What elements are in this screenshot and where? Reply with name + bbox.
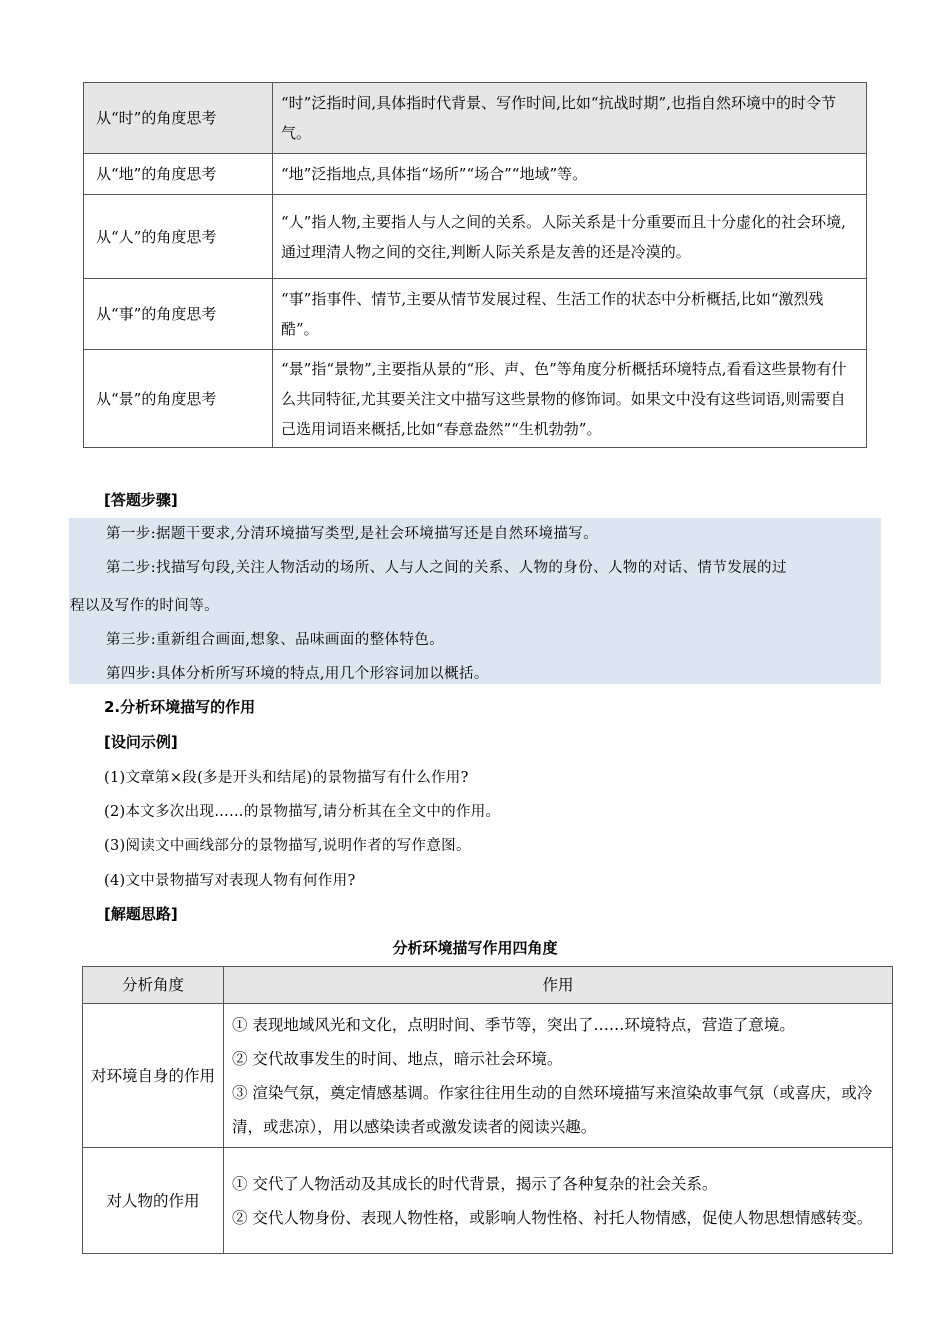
angle-cell: 从“时”的角度思考: [84, 83, 273, 154]
question: (2)本文多次出现……的景物描写,请分析其在全文中的作用。: [104, 804, 501, 820]
angle-cell: 对环境自身的作用: [83, 1004, 224, 1148]
function-item: ① 交代了人物活动及其成长的时代背景，揭示了各种复杂的社会关系。: [232, 1174, 718, 1193]
table-caption: 分析环境描写作用四角度: [392, 939, 558, 957]
function-item: ② 交代人物身份、表现人物性格，或影响人物性格、衬托人物情感，促使人物思想情感转变。: [232, 1208, 873, 1227]
angle-cell: 从“地”的角度思考: [84, 154, 273, 195]
table-row: [83, 1148, 893, 1254]
function-item: ③ 渲染气氛，奠定情感基调。作家往往用生动的自然环境描写来渲染故事气氛（或喜庆，或冷清，或悲凉），用以感染读者或激发读者的阅读兴趣。: [232, 1083, 873, 1136]
function-cell: [224, 1148, 893, 1254]
table-row: [83, 1004, 893, 1148]
angle-table: [83, 82, 867, 448]
desc-cell: “景”指“景物”,主要指从景的“形、声、色”等角度分析概括环境特点,看看这些景物有什么共同特征,尤其要关注文中描写这些景物的修饰词。如果文中没有这些词语,则需要自己选用词语来概括,比如“春意盎然”“生机勃勃”。: [273, 350, 867, 448]
table-row: [84, 279, 867, 350]
table-row: [84, 350, 867, 448]
angle-cell: 从“景”的角度思考: [84, 350, 273, 448]
step-3: 第三步:重新组合画面,想象、品味画面的整体特色。: [106, 632, 445, 648]
section-title: 2.分析环境描写的作用: [104, 698, 256, 716]
column-header: 分析角度: [83, 967, 224, 1004]
step-2-cont: 程以及写作的时间等。: [70, 598, 219, 614]
function-item: ② 交代故事发生的时间、地点，暗示社会环境。: [232, 1049, 563, 1068]
angle-cell: 对人物的作用: [83, 1148, 224, 1254]
angle-cell: 从“人”的角度思考: [84, 195, 273, 279]
question: (1)文章第×段(多是开头和结尾)的景物描写有什么作用?: [104, 770, 469, 786]
table-row: [84, 154, 867, 195]
desc-cell: “地”泛指地点,具体指“场所”“场合”“地域”等。: [273, 154, 867, 195]
question: (3)阅读文中画线部分的景物描写,说明作者的写作意图。: [104, 838, 471, 854]
table-row: [84, 83, 867, 154]
table-row: [84, 195, 867, 279]
question: (4)文中景物描写对表现人物有何作用?: [104, 873, 356, 889]
examples-heading: [设问示例]: [104, 733, 178, 751]
function-item: ① 表现地域风光和文化，点明时间、季节等，突出了……环境特点，营造了意境。: [232, 1015, 795, 1034]
table-header-row: [83, 967, 893, 1004]
function-table: [82, 966, 893, 1254]
step-4: 第四步:具体分析所写环境的特点,用几个形容词加以概括。: [106, 666, 489, 682]
steps-box: [69, 518, 881, 684]
desc-cell: “时”泛指时间,具体指时代背景、写作时间,比如“抗战时期”,也指自然环境中的时令节气。: [273, 83, 867, 154]
step-1: 第一步:据题干要求,分清环境描写类型,是社会环境描写还是自然环境描写。: [106, 526, 599, 542]
desc-cell: “人”指人物,主要指人与人之间的关系。人际关系是十分重要而且十分虚化的社会环境,通过理清人物之间的交往,判断人际关系是友善的还是冷漠的。: [273, 195, 867, 279]
steps-heading: [答题步骤]: [104, 491, 178, 509]
column-header: 作用: [224, 967, 893, 1004]
approach-heading: [解题思路]: [104, 905, 178, 923]
angle-cell: 从“事”的角度思考: [84, 279, 273, 350]
desc-cell: “事”指事件、情节,主要从情节发展过程、生活工作的状态中分析概括,比如“激烈残酷”。: [273, 279, 867, 350]
step-2: 第二步:找描写句段,关注人物活动的场所、人与人之间的关系、人物的身份、人物的对话、情节发展的过: [106, 560, 787, 576]
function-cell: [224, 1004, 893, 1148]
